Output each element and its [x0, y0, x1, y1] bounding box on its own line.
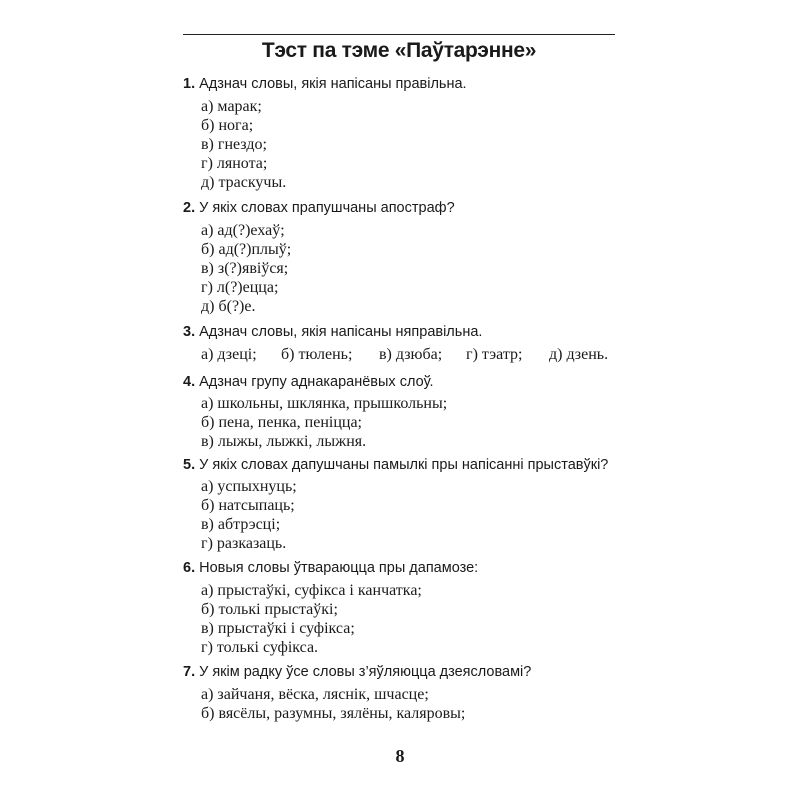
answer-option: в) дзюба; [379, 346, 443, 363]
question-number: 6. [183, 560, 196, 576]
question-number: 2. [183, 200, 196, 216]
answer-option: д) б(?)е. [201, 298, 256, 315]
answer-option: б) пена, пенка, пеніцца; [201, 414, 362, 431]
question-text: Адзнач словы, якія напісаны правільна. [199, 76, 467, 92]
page-number: 8 [395, 746, 405, 766]
answer-option: а) дзеці; [201, 346, 257, 363]
answer-option: б) ад(?)плыў; [201, 241, 292, 258]
question-1 [183, 75, 467, 93]
answer-option: в) абтрэсці; [201, 516, 281, 533]
answer-option: а) школьны, шклянка, прышкольны; [201, 395, 448, 412]
answer-option: б) нога; [201, 117, 254, 134]
answer-option: в) з(?)явіўся; [201, 260, 289, 277]
top-rule [183, 34, 615, 35]
question-number: 7. [183, 664, 196, 680]
question-text: Новыя словы ўтвараюцца пры дапамозе: [199, 560, 479, 576]
answer-option: г) тэатр; [466, 346, 523, 363]
question-4 [183, 373, 433, 391]
question-text: У якіх словах прапушчаны апостраф? [199, 200, 455, 216]
answer-option: г) л(?)ецца; [201, 279, 279, 296]
answer-option: а) марак; [201, 98, 262, 115]
question-6 [183, 559, 478, 577]
answer-option: в) прыстаўкі і суфікса; [201, 620, 355, 637]
answer-option: б) толькі прыстаўкі; [201, 601, 338, 618]
question-text: Адзнач групу аднакаранёвых слоў. [199, 374, 434, 390]
answer-option: в) гнездо; [201, 136, 267, 153]
answer-option: в) лыжы, лыжкі, лыжня. [201, 433, 367, 450]
question-text: Адзнач словы, якія напісаны няправільна. [199, 324, 483, 340]
question-3 [183, 323, 482, 341]
answer-option: б) тюлень; [281, 346, 353, 363]
answer-option: а) прыстаўкі, суфікса і канчатка; [201, 582, 422, 599]
question-number: 5. [183, 457, 196, 473]
answer-option: а) ад(?)ехаў; [201, 222, 285, 239]
answer-option: г) лянота; [201, 155, 268, 172]
question-number: 4. [183, 374, 196, 390]
question-2 [183, 199, 455, 217]
question-text: У якім радку ўсе словы з’яўляюцца дзеясловамі? [199, 664, 532, 680]
answer-option: д) траскучы. [201, 174, 287, 191]
question-number: 3. [183, 324, 196, 340]
page-title: Тэст па тэме «Паўтарэнне» [261, 39, 537, 62]
answer-option: д) дзень. [549, 346, 609, 363]
answer-option: г) разказаць. [201, 535, 287, 552]
answer-option: б) вясёлы, разумны, зялёны, каляровы; [201, 705, 466, 722]
answer-option: а) зайчаня, вёска, ляснік, шчасце; [201, 686, 429, 703]
question-text: У якіх словах дапушчаны памылкі пры напісанні прыставўкі? [199, 457, 609, 473]
answer-option: б) натсыпаць; [201, 497, 295, 514]
question-5 [183, 456, 608, 474]
question-7 [183, 663, 531, 681]
answer-option: а) успыхнуць; [201, 478, 297, 495]
answer-option: г) толькі суфікса. [201, 639, 319, 656]
question-number: 1. [183, 76, 196, 92]
